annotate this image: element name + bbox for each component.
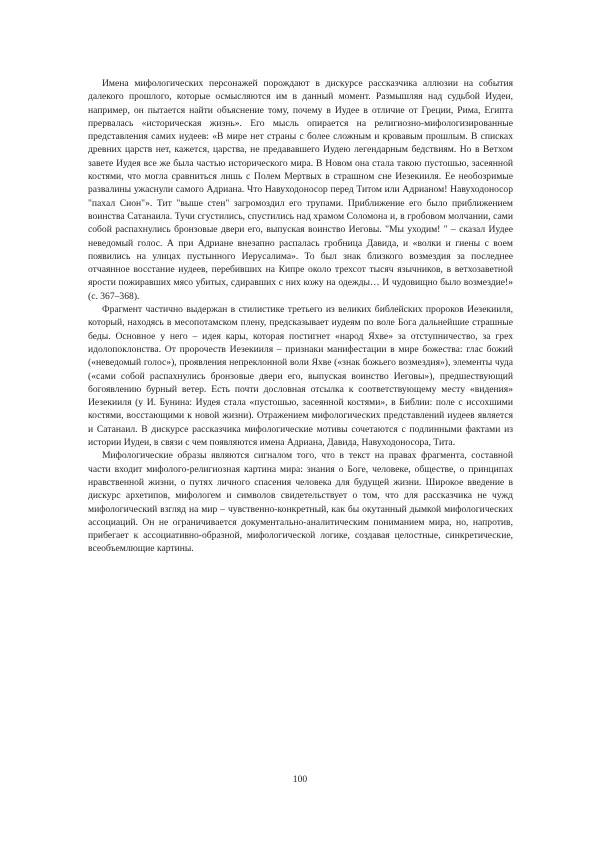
- paragraph-3: Мифологические образы являются сигналом того, что в текст на правах фрагмента, составной части входит мифолого-религиозная картина мира: знания о Боге, человеке, обществе, о принципах нравственной жизни, о путях личного спасения человека для будущей жизни. Широкое введение в дискурс архетипов, мифологем и символов свидетельствует о том, что для рассказчика не чужд мифологический взгляд на мир – чувственно-конкретный, как бы окутанный дымкой мифологических ассоциаций. Он не ограничивается документально-аналитическим пониманием мира, но, напротив, прибегает к ассоциативно-образной, мифологической логике, создавая целостные, синкретические, всеобъемлющие картины.: [88, 450, 513, 555]
- paragraph-1: Имена мифологических персонажей порождают в дискурсе рассказчика аллюзии на события далекого прошлого, которые осмысляются им в данный момент. Размышляя над судьбой Иудеи, например, он пытается найти объяснение тому, почему в Иудее в отличие от Греции, Рима, Египта прервалась «историческая жизнь». Его мысль опирается на религиозно-мифологизированные представления самих иудеев: «В мире нет страны с более сложным и кровавым прошлым. В списках древних царств нет, кажется, царства, не предававшего Иудею легендарным бедствиям. Но в Ветхом завете Иудея все же была частью исторического мира. В Новом она стала такою пустошью, засеянной костями, что могла сравниться лишь с Полем Мертвых в страшном сне Иезекииля. Ее необозримые развалины ужаснули самого Адриана. Что Навуходоносор перед Титом или Адрианом! Навуходоносор "пахал Сион"». Тит "выше стен" загромоздил его трупами. Приближение его было приближением воинства Сатанаила. Тучи сгустились, спустились над храмом Соломона и, в гробовом молчании, сами собой распахнулись бронзовые двери его, выпуская воинство Иеговы. "Мы уходим! " – сказал Иудее неведомый голос. А при Адриане внезапно распалась гробница Давида, и «волки и гиены с воем появились на улицах пустынного Иерусалима». То был знак близкого возмездия за последнее отчаянное восстание иудеев, перебивших на Кипре около трехсот тысяч язычников, в ветхозаветной ярости пожиравших мясо убитых, сдиравших с них кожу на одежды… И чудовищно было возмездие!» (с. 367–368).: [88, 78, 513, 302]
- body-text: [88, 77, 513, 556]
- page-number: 100: [292, 774, 308, 785]
- paragraph-2: Фрагмент частично выдержан в стилистике третьего из великих библейских пророков Иезекииля, который, находясь в месопотамском плену, предсказывает иудеям по воле Бога дальнейшие страшные беды. Основное у него – идея кары, которая постигнет «народ Яхве» за отступничество, за грех идолопоклонства. От пророчеств Иезекииля – признаки манифестации в мире божества: глас божий («неведомый голос»), проявления непреклонной воли Яхве («знак божьего возмездия»), элементы чуда («сами собой распахнулись бронзовые двери его, выпуская воинство Иеговы»), предшествующий богоявлению бурный ветер. Есть почти дословная отсылка к соответствующему месту «видения» Иезекииля (у И. Бунина: Иудея стала «пустошью, засеянной костями», в Библии: поле с иссохшими костями, восстающими к новой жизни). Отражением мифологических представлений иудеев является и Сатанаил. В дискурсе рассказчика мифологические мотивы сочетаются с подлинными фактами из истории Иудеи, в связи с чем появляются имена Адриана, Давида, Навуходоносора, Тита.: [88, 304, 513, 449]
